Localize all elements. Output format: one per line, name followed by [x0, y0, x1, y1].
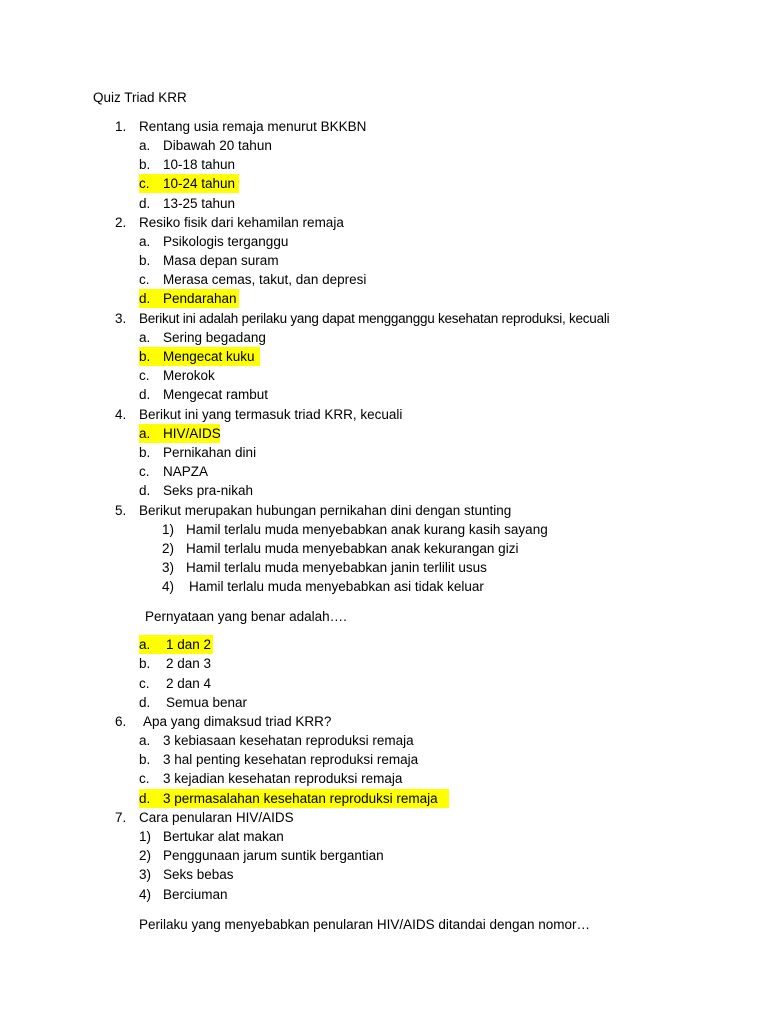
question-text: Apa yang dimaksud triad KRR? — [143, 714, 332, 729]
statement-text: Berciuman — [163, 887, 228, 902]
option-text: 3 kebiasaan kesehatan reproduksi remaja — [163, 733, 414, 748]
option-letter: a. — [139, 330, 151, 345]
option-letter: a. — [139, 234, 151, 249]
prompt-text: Perilaku yang menyebabkan penularan HIV/AIDS ditandai dengan nomor… — [139, 917, 591, 932]
statement-5-1 — [0, 520, 768, 539]
option-text: 13-25 tahun — [163, 196, 236, 211]
statement-text: Seks bebas — [163, 867, 234, 882]
option-4a-answer — [0, 424, 768, 443]
question-number: 5. — [115, 503, 127, 518]
statement-text: Penggunaan jarum suntik bergantian — [163, 848, 384, 863]
option-1d — [0, 194, 768, 213]
option-letter: b. — [139, 445, 151, 460]
option-letter: c. — [139, 676, 150, 691]
option-letter: b. — [139, 253, 151, 268]
option-2d-answer — [0, 289, 768, 308]
option-text: 3 permasalahan kesehatan reproduksi remaja — [163, 791, 438, 806]
option-letter: a. — [139, 426, 151, 441]
option-letter: b. — [139, 157, 151, 172]
question-4 — [0, 405, 768, 424]
option-6b — [0, 750, 768, 769]
prompt-7 — [0, 915, 768, 934]
option-4d — [0, 481, 768, 500]
question-text: Rentang usia remaja menurut BKKBN — [139, 119, 367, 134]
question-1 — [0, 117, 768, 136]
statement-number: 2) — [139, 848, 152, 863]
option-letter: a. — [139, 138, 151, 153]
question-number: 3. — [115, 311, 127, 326]
option-letter: c. — [139, 272, 150, 287]
statement-5-2 — [0, 539, 768, 558]
question-2 — [0, 213, 768, 232]
option-3d — [0, 385, 768, 404]
option-text: Pernikahan dini — [163, 445, 257, 460]
option-2b — [0, 251, 768, 270]
option-2c — [0, 270, 768, 289]
statement-text: Hamil terlalu muda menyebabkan anak kekurangan gizi — [186, 541, 519, 556]
option-text: Merasa cemas, takut, dan depresi — [163, 272, 367, 287]
option-text: Mengecat kuku — [163, 349, 255, 364]
option-text: Merokok — [163, 368, 215, 383]
option-text: Mengecat rambut — [163, 387, 269, 402]
statement-number: 3) — [139, 867, 152, 882]
option-letter: b. — [139, 752, 151, 767]
question-text: Berikut merupakan hubungan pernikahan dini dengan stunting — [139, 503, 512, 518]
question-number: 2. — [115, 215, 127, 230]
question-number: 7. — [115, 810, 127, 825]
option-letter: d. — [139, 291, 151, 306]
option-text: Sering begadang — [163, 330, 266, 345]
question-6 — [0, 712, 768, 731]
option-1c-answer — [0, 174, 768, 193]
option-2a — [0, 232, 768, 251]
statement-7-4 — [0, 885, 768, 904]
option-text: 3 kejadian kesehatan reproduksi remaja — [163, 771, 403, 786]
option-1b — [0, 155, 768, 174]
question-5 — [0, 501, 768, 520]
option-3a — [0, 328, 768, 347]
statement-number: 4) — [162, 579, 175, 594]
option-text: 10-18 tahun — [163, 157, 236, 172]
option-letter: b. — [139, 349, 151, 364]
option-text: NAPZA — [163, 464, 209, 479]
question-7 — [0, 808, 768, 827]
option-5b — [0, 654, 768, 673]
statement-text: Bertukar alat makan — [163, 829, 284, 844]
statement-number: 2) — [162, 541, 175, 556]
question-number: 4. — [115, 407, 127, 422]
statement-text: Hamil terlalu muda menyebabkan asi tidak keluar — [189, 579, 484, 594]
option-6c — [0, 769, 768, 788]
prompt-5 — [0, 607, 768, 626]
option-text: 2 dan 4 — [166, 676, 212, 691]
statement-7-1 — [0, 827, 768, 846]
option-letter: c. — [139, 771, 150, 786]
option-text: Masa depan suram — [163, 253, 279, 268]
document-title: Quiz Triad KRR — [93, 90, 187, 105]
option-3c — [0, 366, 768, 385]
option-5a-answer — [0, 635, 768, 654]
document-title-line — [0, 88, 768, 107]
option-4b — [0, 443, 768, 462]
question-text: Cara penularan HIV/AIDS — [139, 810, 294, 825]
statement-text: Hamil terlalu muda menyebabkan janin terlilit usus — [186, 560, 487, 575]
question-text: Resiko fisik dari kehamilan remaja — [139, 215, 344, 230]
option-text: Semua benar — [166, 695, 248, 710]
option-text: Dibawah 20 tahun — [163, 138, 272, 153]
option-1a — [0, 136, 768, 155]
statement-text: Hamil terlalu muda menyebabkan anak kurang kasih sayang — [186, 522, 548, 537]
question-3 — [0, 309, 768, 328]
question-text: Berikut ini yang termasuk triad KRR, kecuali — [139, 407, 403, 422]
question-number: 6. — [115, 714, 127, 729]
option-letter: c. — [139, 368, 150, 383]
option-3b-answer — [0, 347, 768, 366]
option-6a — [0, 731, 768, 750]
option-text: 2 dan 3 — [166, 656, 212, 671]
question-number: 1. — [115, 119, 127, 134]
statement-5-4 — [0, 577, 768, 596]
option-letter: b. — [139, 656, 151, 671]
option-text: Psikologis terganggu — [163, 234, 289, 249]
prompt-text: Pernyataan yang benar adalah…. — [145, 609, 347, 624]
question-text: Berikut ini adalah perilaku yang dapat mengganggu kesehatan reproduksi, kecuali — [139, 311, 610, 326]
option-5d — [0, 693, 768, 712]
option-6d-answer — [0, 789, 768, 808]
option-4c — [0, 462, 768, 481]
option-text: Seks pra-nikah — [163, 483, 254, 498]
statement-number: 3) — [162, 560, 175, 575]
option-text: 10-24 tahun — [163, 176, 236, 191]
statement-number: 1) — [139, 829, 152, 844]
option-letter: c. — [139, 176, 150, 191]
option-letter: d. — [139, 791, 151, 806]
statement-7-2 — [0, 846, 768, 865]
option-5c — [0, 674, 768, 693]
option-letter: d. — [139, 387, 151, 402]
statement-7-3 — [0, 865, 768, 884]
option-letter: a. — [139, 637, 151, 652]
option-letter: a. — [139, 733, 151, 748]
option-text: 3 hal penting kesehatan reproduksi remaja — [163, 752, 419, 767]
option-text: 1 dan 2 — [166, 637, 212, 652]
option-text: HIV/AIDS — [163, 426, 221, 441]
statement-5-3 — [0, 558, 768, 577]
option-letter: c. — [139, 464, 150, 479]
statement-number: 4) — [139, 887, 152, 902]
option-letter: d. — [139, 196, 151, 211]
option-letter: d. — [139, 695, 151, 710]
option-text: Pendarahan — [163, 291, 237, 306]
option-letter: d. — [139, 483, 151, 498]
statement-number: 1) — [162, 522, 175, 537]
